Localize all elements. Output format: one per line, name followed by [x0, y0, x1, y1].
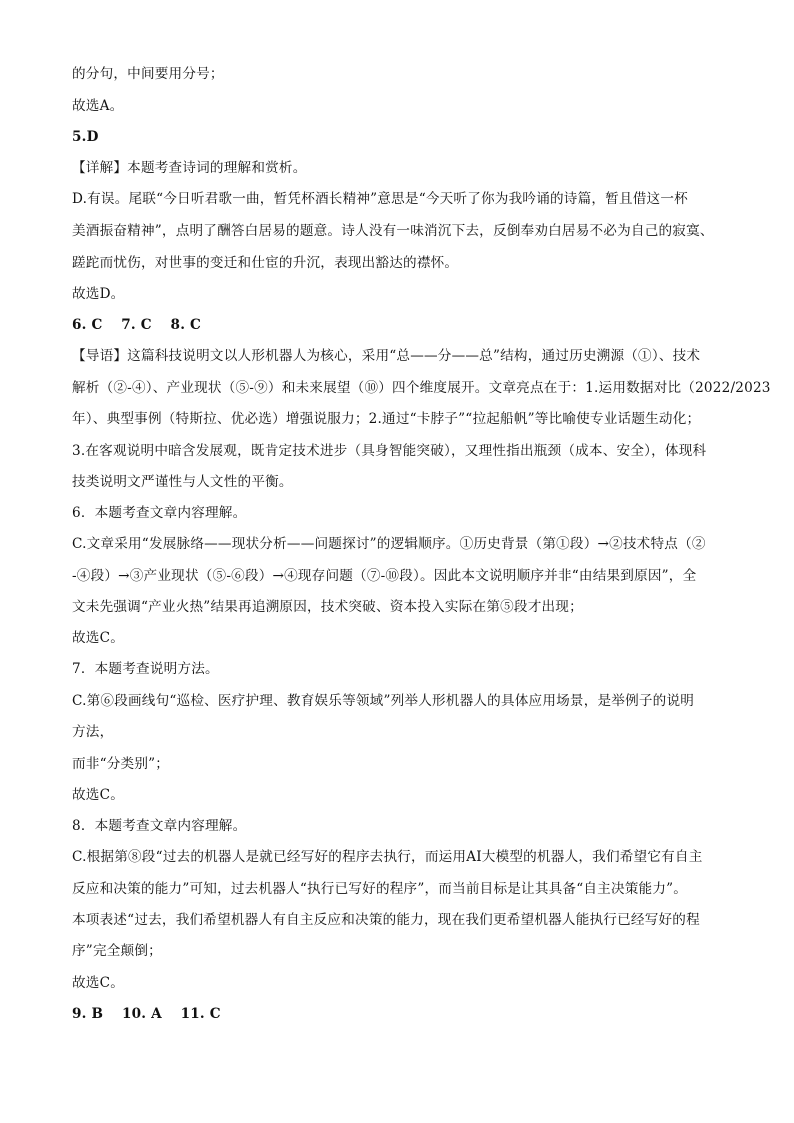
text-line: 序”完全颠倒； [72, 943, 162, 959]
text-line: 故选A。 [72, 98, 124, 114]
text-line: 蹉跎而忧伤，对世事的变迁和仕宦的升沉，表现出豁达的襟怀。 [72, 255, 459, 271]
text-line: -④段）→③产业现状（⑤-⑥段）→④现存问题（⑦-⑩段）。因此本文说明顺序并非“由结果到原因”，全 [72, 568, 697, 584]
text-line: 年）、典型事例（特斯拉、优必选）增强说服力；2.通过“卡脖子”“拉起船帆”等比喻使专业话题生动化； [72, 411, 701, 427]
text-line: D.有误。尾联“今日听君歌一曲，暂凭杯酒长精神”意思是“今天听了你为我吟诵的诗篇，暂且借这一杯 [72, 191, 688, 207]
answer-heading: 6. C 7. C 8. C [72, 317, 202, 333]
text-line: 7．本题考查说明方法。 [72, 661, 219, 677]
text-line: 故选C。 [72, 787, 124, 803]
text-line: 而非“分类别”； [72, 756, 170, 772]
text-line: 美酒振奋精神”，点明了酬答白居易的题意。诗人没有一味消沉下去，反倒奉劝白居易不必为自己的寂寞、 [72, 223, 714, 239]
text-line: 反应和决策的能力”可知，过去机器人“执行已写好的程序”，而当前目标是让其具备“自主决策能力”。 [72, 881, 688, 897]
text-line: 8．本题考查文章内容理解。 [72, 818, 247, 834]
text-line: 【导语】这篇科技说明文以人形机器人为核心，采用“总——分——总”结构，通过历史溯源（①）、技术 [72, 348, 701, 364]
text-line: 故选C。 [72, 630, 124, 646]
text-line: C.文章采用“发展脉络——现状分析——问题探讨”的逻辑顺序。①历史背景（第①段）→②技术特点（② [72, 536, 706, 552]
text-line: 本项表述“过去，我们希望机器人有自主反应和决策的能力，现在我们更希望机器人能执行已经写好的程 [72, 912, 700, 928]
text-line: 6．本题考查文章内容理解。 [72, 505, 247, 521]
answer-heading: 5.D [72, 129, 99, 145]
text-line: C.根据第⑧段“过去的机器人是就已经写好的程序去执行，而运用AI大模型的机器人，我们希望它有自主 [72, 849, 703, 865]
answer-heading: 9. B 10. A 11. C [72, 1006, 221, 1022]
text-line: 解析（②-④）、产业现状（⑤-⑨）和未来展望（⑩）四个维度展开。文章亮点在于：1.运用数据对比（2022/2023 [72, 380, 771, 396]
text-line: 3.在客观说明中暗含发展观，既肯定技术进步（具身智能突破），又理性指出瓶颈（成本、安全），体现科 [72, 443, 707, 459]
text-line: 文未先强调“产业火热”结果再追溯原因，技术突破、资本投入实际在第⑤段才出现； [72, 599, 583, 615]
text-line: 的分句，中间要用分号； [72, 66, 224, 82]
text-line: 方法， [72, 724, 114, 740]
text-line: 故选D。 [72, 286, 125, 302]
text-line: C.第⑥段画线句“巡检、医疗护理、教育娱乐等领域”列举人形机器人的具体应用场景，是举例子的说明 [72, 693, 695, 709]
text-line: 故选C。 [72, 975, 124, 991]
text-line: 【详解】本题考查诗词的理解和赏析。 [72, 160, 307, 176]
text-line: 技类说明文严谨性与人文性的平衡。 [72, 474, 293, 490]
